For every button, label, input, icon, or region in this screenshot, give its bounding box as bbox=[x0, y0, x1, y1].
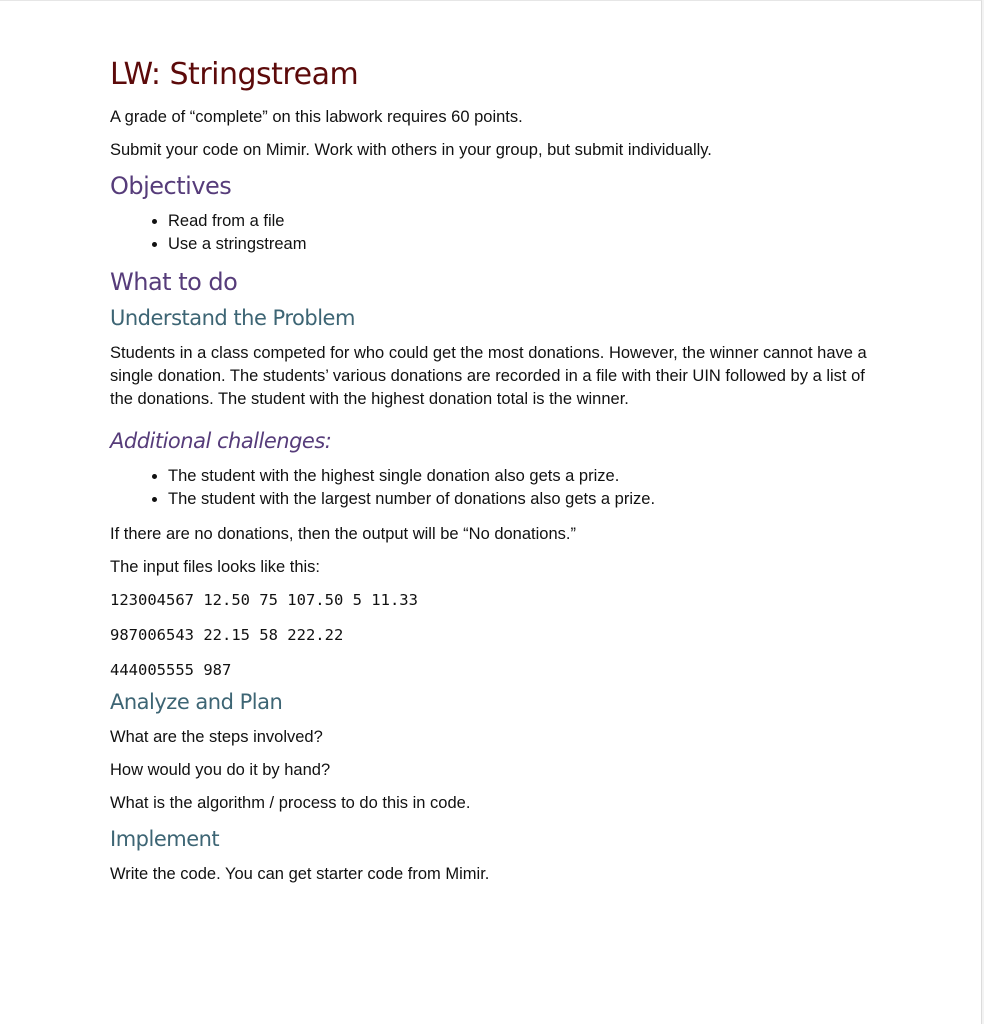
page-title: LW: Stringstream bbox=[110, 57, 359, 92]
challenge-item: • The student with the largest number of donations also gets a prize. bbox=[168, 488, 880, 511]
input-line: 987006543 22.15 58 222.22 bbox=[110, 626, 344, 644]
implement-heading: Implement bbox=[110, 827, 220, 851]
objectives-heading: Objectives bbox=[110, 172, 232, 200]
challenges-list bbox=[110, 465, 880, 511]
grade-requirement: A grade of “complete” on this labwork requires 60 points. bbox=[110, 108, 523, 126]
what-to-do-heading: What to do bbox=[110, 268, 238, 296]
understand-problem-heading: Understand the Problem bbox=[110, 306, 355, 330]
input-line: 123004567 12.50 75 107.50 5 11.33 bbox=[110, 591, 418, 609]
input-intro: The input files looks like this: bbox=[110, 558, 321, 576]
analyze-question: How would you do it by hand? bbox=[110, 761, 331, 779]
document-content bbox=[110, 57, 880, 896]
analyze-plan-heading: Analyze and Plan bbox=[110, 690, 283, 714]
submission-instructions: Submit your code on Mimir. Work with others in your group, but submit individually. bbox=[110, 141, 712, 159]
analyze-question: What is the algorithm / process to do this in code. bbox=[110, 794, 471, 812]
input-line: 444005555 987 bbox=[110, 661, 232, 679]
problem-description: Students in a class competed for who could get the most donations. However, the winner cannot have a single donation. The students’ various donations are recorded in a file with their UIN followed by a list of the donations. The student with the highest donation total is the winner. bbox=[110, 344, 867, 408]
analyze-question: What are the steps involved? bbox=[110, 728, 323, 746]
objectives-list bbox=[110, 210, 880, 256]
challenge-item: • The student with the highest single donation also gets a prize. bbox=[168, 465, 880, 488]
objective-item: • Read from a file bbox=[168, 210, 880, 233]
objective-item: • Use a stringstream bbox=[168, 233, 880, 256]
no-donations-note: If there are no donations, then the output will be “No donations.” bbox=[110, 525, 576, 543]
implement-text: Write the code. You can get starter code from Mimir. bbox=[110, 865, 490, 883]
additional-challenges-heading: Additional challenges: bbox=[110, 429, 332, 453]
